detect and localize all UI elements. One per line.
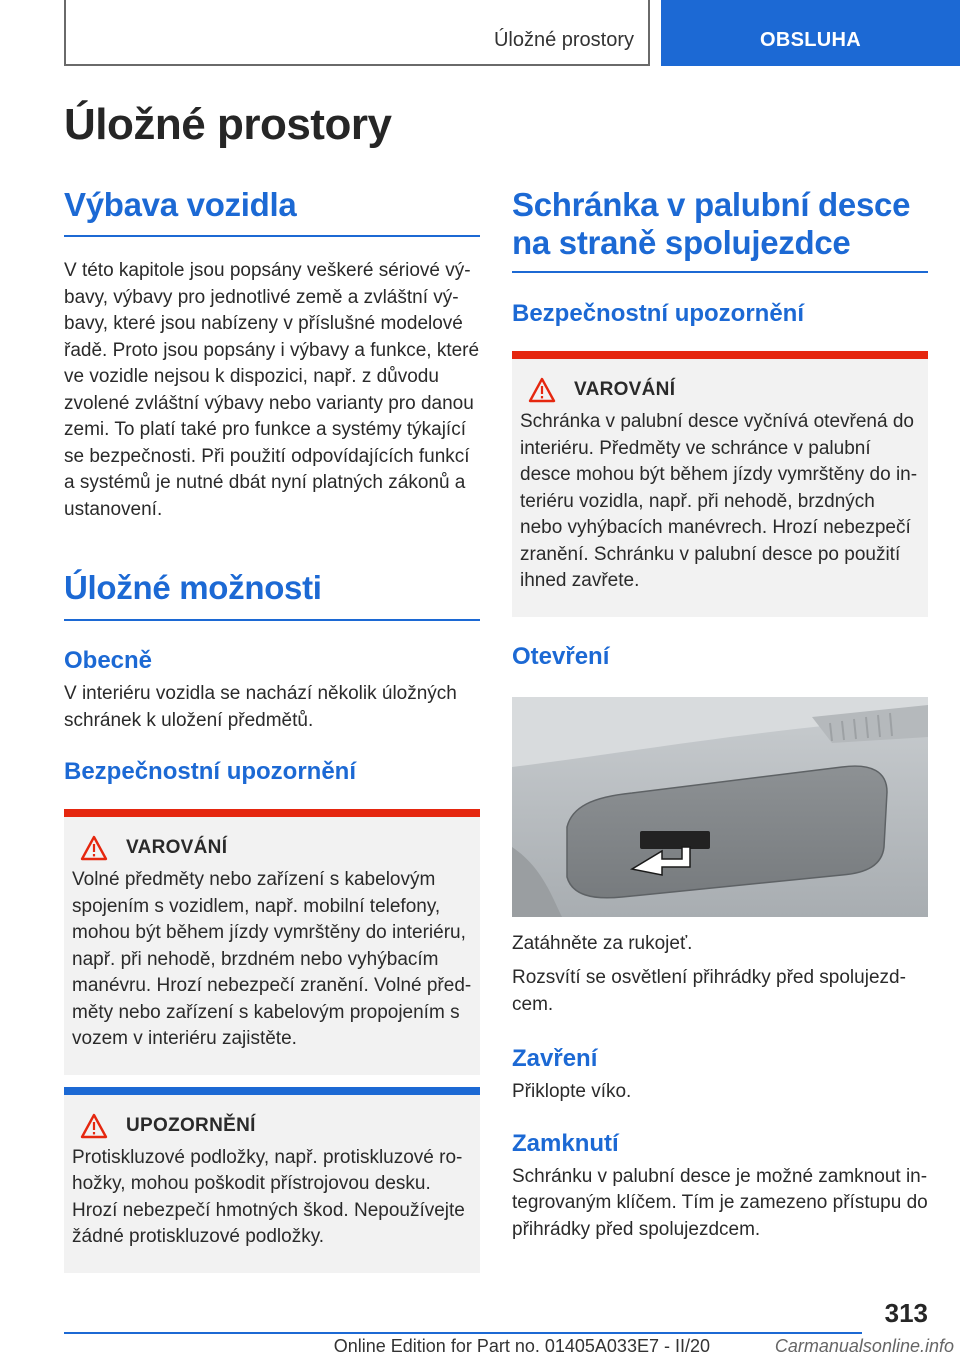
left-column <box>64 186 480 1273</box>
heading-schranka: Schránka v palubní desce na straně spolujezdce <box>512 186 911 261</box>
notice-label: UPOZORNĚNÍ <box>126 1114 256 1136</box>
page-number: 313 <box>884 1298 928 1328</box>
heading-otevreni: Otevření <box>512 642 610 670</box>
paragraph-zavreni: Přiklopte víko. <box>512 1081 632 1102</box>
notice-bar <box>64 1087 480 1095</box>
paragraph-vybava: V této kapitole jsou popsány veškeré sériové výbavy, výbavy pro jednotlivé země a zvláštní výbavy, které jsou nabízeny v příslušné modelové řadě. Proto jsou popsány i výbavy a funkce, které ve vozidle nejsou k dispozici, např. z důvodu zvolené zvláštní výbavy nebo varianty pro danou zemi. To platí také pro funkce a systémy týkající se bezpečnosti. Při použití odpovídajících funkcí a systémů je nutné dbát nyní platných zákonů a ustanovení. <box>64 260 480 520</box>
heading-rule <box>512 271 928 273</box>
heading-obecne: Obecně <box>64 647 153 674</box>
notice-triangle-icon <box>80 1113 108 1139</box>
glovebox-image <box>512 697 928 917</box>
warning-text: Schránka v palubní desce vyčnívá otevřená do interiéru. Předměty ve schránce v palubní desce mohou být během jízdy vymrštěny do interiéru vozidla, např. při nehodě, brzdných nebo vyhýbacích manévrech. Hrozí nebezpečí zranění. Schránku v palubní desce po použití ihned zavřete. <box>520 411 918 591</box>
footer-watermark[interactable]: Carmanualsonline.info <box>774 1336 954 1356</box>
paragraph-zamknuti: Schránku v palubní desce je možné zamknout integrovaným klíčem. Tím je zamezeno přístupu do přihrádky před spolujezdcem. <box>512 1165 928 1240</box>
notice-text: Protiskluzové podložky, např. protiskluzové rohožky, mohou poškodit přístrojovou desku. Hrozí nebezpečí hmotných škod. Nepoužívejte žádné protiskluzové podložky. <box>72 1146 465 1247</box>
header-tab[interactable]: OBSLUHA <box>661 0 960 66</box>
heading-vybava: Výbava vozidla <box>64 186 297 223</box>
warning-label: VAROVÁNÍ <box>126 837 228 858</box>
paragraph-obecne: V interiéru vozidla se nachází několik úložných schránek k uložení předmětů. <box>64 683 457 731</box>
warning-label: VAROVÁNÍ <box>574 379 676 400</box>
paragraph-otevreni-1: Zatáhněte za rukojeť. <box>512 932 693 954</box>
footer-edition: Online Edition for Part no. 01405A033E7 - II/20 <box>333 1336 710 1356</box>
heading-bezpecnost: Bezpečnostní upozornění <box>64 758 357 785</box>
notice-box <box>64 1087 480 1273</box>
warning-box-right <box>512 351 928 617</box>
header-section-box <box>64 0 650 66</box>
warning-box <box>64 809 480 1075</box>
right-column <box>512 186 928 1243</box>
glovebox-illustration <box>512 697 928 917</box>
page-title: Úložné prostory <box>64 100 392 149</box>
header-section-title: Úložné prostory <box>493 29 634 51</box>
paragraph-otevreni-2: Rozsvítí se osvětlení přihrádky před spolujezdcem. <box>512 967 906 1015</box>
heading-zavreni: Zavření <box>512 1045 598 1072</box>
heading-rule <box>64 619 480 621</box>
footer-rule <box>64 1332 862 1334</box>
warning-bar <box>512 351 928 359</box>
warning-triangle-icon <box>528 377 556 403</box>
warning-text: Volné předměty nebo zařízení s kabelovým spojením s vozidlem, např. mobilní telefony, mohou být během jízdy vymrštěny do interiéru, např. při nehodě, brzdném nebo vyhýbacím manévru. Hrozí nebezpečí zranění. Volné předměty nebo zařízení s kabelovým propojením s vozem v interiéru zajistěte. <box>72 869 472 1049</box>
warning-bar <box>64 809 480 817</box>
heading-moznosti: Úložné možnosti <box>64 569 322 606</box>
warning-triangle-icon <box>80 835 108 861</box>
heading-zamknuti: Zamknutí <box>512 1129 619 1157</box>
heading-bezpecnost-right: Bezpečnostní upozornění <box>512 300 805 327</box>
heading-rule <box>64 235 480 237</box>
